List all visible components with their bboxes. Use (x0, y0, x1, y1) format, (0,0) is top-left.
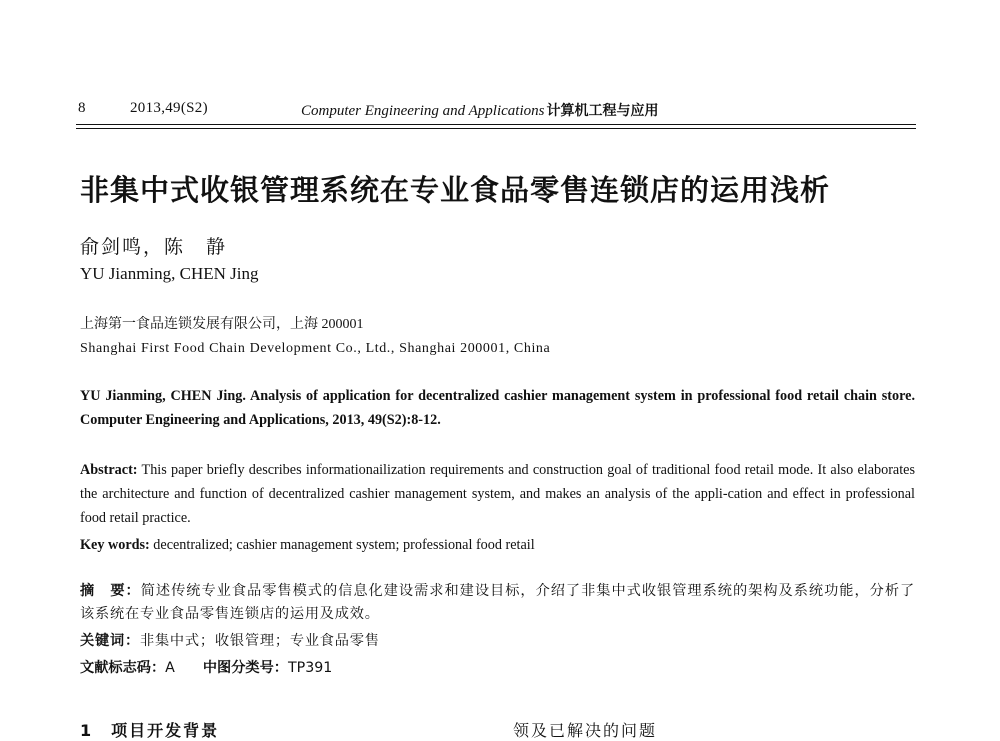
keywords-en-label: Key words: (80, 537, 150, 553)
keywords-en-text: decentralized; cashier management system; professional food retail (153, 537, 535, 553)
header-rule-thin (76, 128, 916, 129)
abstract-en-label: Abstract: (80, 462, 138, 478)
abstract-zh (80, 580, 915, 626)
affiliation-zh: 上海第一食品连锁发展有限公司，上海 200001 (80, 317, 364, 332)
paper-title: 非集中式收银管理系统在专业食品零售连锁店的运用浅析 (80, 175, 831, 207)
authors-zh: 俞剑鸣，陈 静 (80, 237, 228, 258)
abstract-zh-text: 简述传统专业食品零售模式的信息化建设需求和建设目标，介绍了非集中式收银管理系统的架构及系统功能，分析了该系统在专业食品零售连锁店的运用及成效。 (80, 583, 915, 622)
doc-code-label: 文献标志码： (80, 660, 166, 676)
keywords-zh (80, 630, 380, 650)
header-rule-thick (76, 124, 916, 125)
volume-issue: 2013,49(S2) (130, 100, 208, 116)
authors-en: YU Jianming, CHEN Jing (80, 264, 259, 283)
keywords-zh-text: 非集中式；收银管理；专业食品零售 (139, 633, 380, 649)
abstract-en-text: This paper briefly describes informationailization requirements and construction goal of traditional food retail mode. It also elaborates the architecture and function of decentralized cashier management system, and makes an analysis of the appli-cation and effect in professional food retail practice. (80, 462, 915, 526)
abstract-zh-label: 摘 要： (80, 583, 141, 599)
keywords-en (80, 533, 915, 557)
clc-label: 中图分类号： (202, 660, 288, 676)
classification-line (80, 657, 332, 677)
section-heading-cut: 1 项目开发背景 (80, 721, 220, 740)
body-text-cut: 领及已解决的问题 (513, 721, 658, 740)
affiliation-en: Shanghai First Food Chain Development Co., Ltd., Shanghai 200001, China (80, 341, 551, 356)
doc-code: A (165, 660, 175, 676)
journal-name-zh: 计算机工程与应用 (546, 103, 659, 119)
keywords-zh-label: 关键词： (80, 633, 140, 649)
abstract-en (80, 458, 915, 530)
clc-code: TP391 (288, 660, 333, 676)
citation: YU Jianming, CHEN Jing. Analysis of application for decentralized cashier management system in professional food retail chain store. Computer Engineering and Applications, 2013, 49(S2):8-12. (80, 388, 915, 428)
journal-name (301, 100, 658, 120)
page-number: 8 (78, 100, 86, 116)
journal-name-en: Computer Engineering and Applications (301, 103, 545, 119)
running-header (78, 100, 914, 120)
